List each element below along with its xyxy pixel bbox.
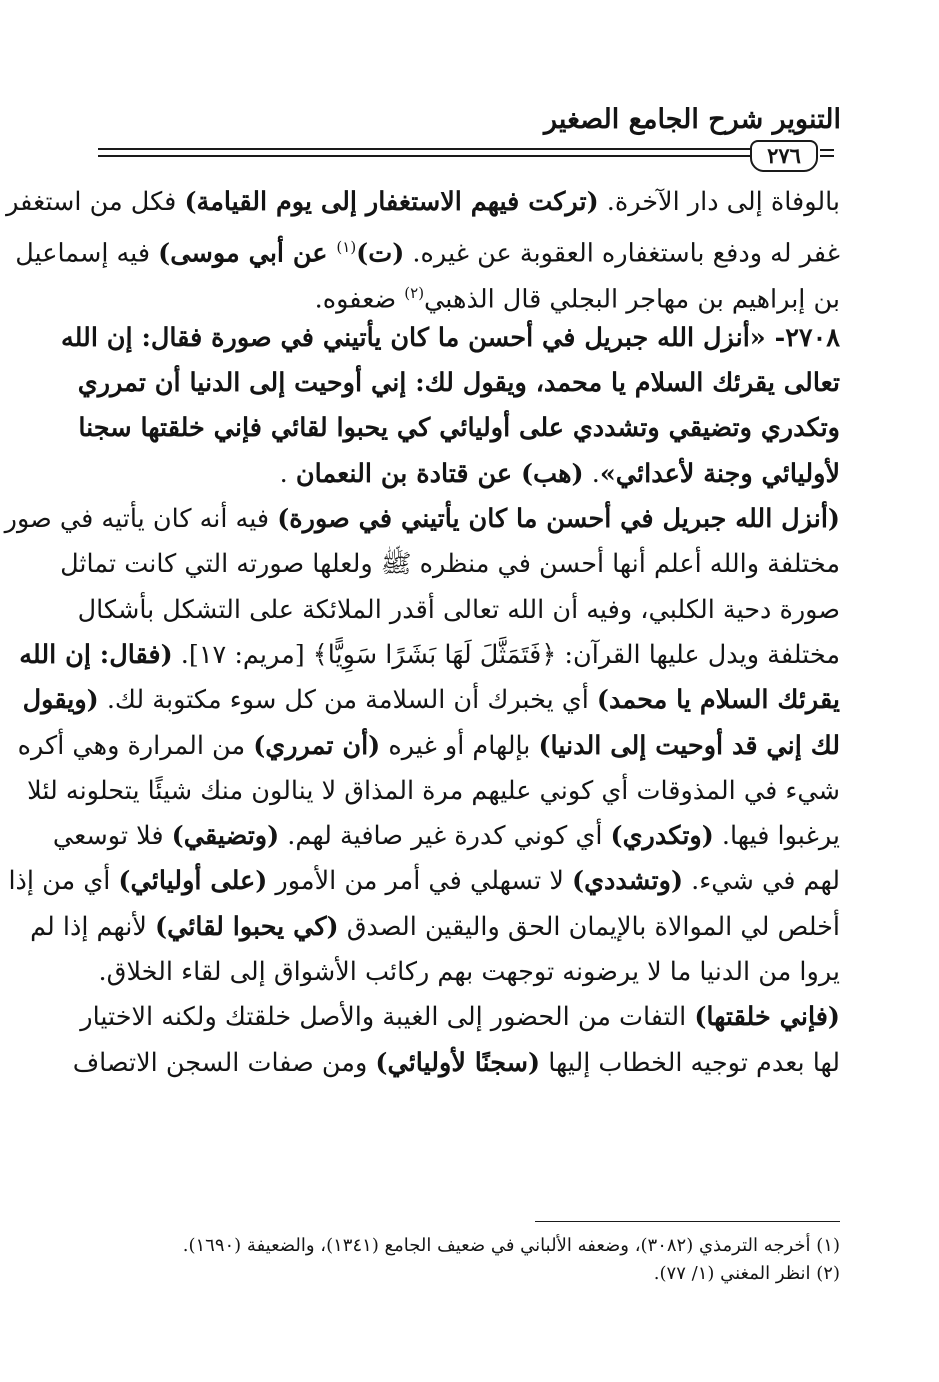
text-line <box>52 814 840 859</box>
text-segment: ٢٧٠٨- «أنزل الله جبريل في أحسن ما كان يأتيني في صورة فقال: إن الله <box>60 322 840 353</box>
text-segment: بالوفاة إلى دار الآخرة. <box>598 187 840 217</box>
text-segment: وتكدري وتضيقي وتشددي على أوليائي كي يحبوا لقائي فإني خلقتها سجنا <box>78 413 840 444</box>
text-segment: تعالى يقرئك السلام يا محمد، ويقول لك: إني أوحيت إلى الدنيا أن تمرري <box>77 368 840 399</box>
text-segment: مختلفة ويدل عليها القرآن: ﴿فَتَمَثَّلَ لَهَا بَشَرًا سَوِيًّا﴾ [مريم: ١٧]. <box>172 639 840 670</box>
text-line <box>4 497 840 542</box>
text-line <box>8 859 840 904</box>
footnote-separator <box>535 1221 840 1222</box>
running-header-title: التنوير شرح الجامع الصغير <box>544 104 841 135</box>
text-segment: أي من إذا <box>8 866 119 897</box>
text-segment: أي يخبرك أن السلامة من كل سوء مكتوبة لك. <box>98 685 597 716</box>
text-segment: . <box>583 458 600 489</box>
text-segment: فيه أنه كان يأتيه في صور <box>4 504 278 535</box>
text-segment: يروا من الدنيا ما لا يرضونه توجهت بهم ركائب الأشواق إلى لقاء الخلاق. <box>98 957 840 988</box>
text-line <box>17 724 840 769</box>
text-segment: لأنهم إذا لم <box>30 911 156 942</box>
text-segment: ومن صفات السجن الاتصاف <box>72 1047 376 1078</box>
text-segment: لا تسهلي في أمر من الأمور <box>267 866 573 897</box>
text-segment: شيء في المذوقات أي كوني عليهم مرة المذاق لا ينالون منك شيئًا يتحلونه لئلا <box>27 775 840 806</box>
text-segment: يقرئك السلام يا محمد) <box>596 685 840 716</box>
text-segment: بإلهام أو غيره <box>380 730 539 761</box>
header-ornament <box>820 145 840 159</box>
text-line <box>22 678 840 723</box>
text-line <box>78 406 840 451</box>
text-line <box>60 542 840 587</box>
footnote-2: (٢) انظر المغني (١/ ٧٧). <box>653 1263 840 1284</box>
footnote-1: (١) أخرجه الترمذي (٣٠٨٢)، وضعفه الألباني في ضعيف الجامع (١٣٤١)، والضعيفة (١٦٩٠). <box>182 1235 840 1256</box>
text-segment: (سجنًا لأوليائي) <box>375 1047 541 1078</box>
text-segment: (أنزل الله جبريل في أحسن ما كان يأتيني في صورة) <box>277 504 840 535</box>
text-segment: من المرارة وهي أكره <box>17 730 254 761</box>
text-segment: (ويقول <box>22 685 99 716</box>
text-segment: (وتكدري) <box>610 821 714 852</box>
text-segment: غفر له ودفع باستغفاره العقوبة عن غيره. <box>404 238 840 269</box>
text-line <box>96 271 840 316</box>
footnotes <box>96 1232 840 1288</box>
text-segment: فلا توسعي <box>52 821 172 852</box>
footnote-ref: (١) <box>336 238 357 257</box>
text-segment: عن أبي موسى) <box>158 238 337 269</box>
text-line <box>60 316 840 361</box>
text-segment: . <box>279 458 296 489</box>
text-line <box>19 633 840 678</box>
text-segment: (تركت فيهم الاستغفار إلى يوم القيامة) <box>184 187 599 217</box>
text-segment: أخلص لي الموالاة بالإيمان الحق واليقين الصدق <box>338 911 840 942</box>
text-line <box>15 225 840 270</box>
text-segment: (هب) عن قتادة بن النعمان <box>295 458 584 489</box>
text-segment: (وتشددي) <box>572 866 684 897</box>
text-segment: (كي يحبوا لقائي) <box>155 911 339 942</box>
text-segment: لها بعدم توجيه الخطاب إليها <box>540 1047 840 1078</box>
text-line <box>30 905 840 950</box>
page-number-box: ٢٧٦ <box>750 140 818 172</box>
text-segment: التفات من الحضور إلى الغيبة والأصل خلقتك ولكنه الاختيار <box>80 1002 695 1033</box>
text-line <box>96 452 840 497</box>
text-segment: لهم في شيء. <box>683 866 840 897</box>
text-line <box>72 1041 840 1086</box>
text-line <box>80 995 840 1040</box>
text-segment: (ت) <box>356 238 405 269</box>
text-line <box>27 769 840 814</box>
text-segment: (وتضيقي) <box>171 821 280 852</box>
main-text <box>4 180 840 1086</box>
text-line <box>77 588 840 633</box>
footnote-ref: (٢) <box>404 283 425 302</box>
header-double-rule <box>98 148 750 157</box>
text-segment: لأوليائي وجنة لأعدائي» <box>599 458 840 489</box>
text-line <box>96 950 840 995</box>
text-segment: فيه إسماعيل <box>15 238 159 269</box>
text-segment: (فقال: إن الله <box>19 639 173 670</box>
text-line <box>6 180 840 225</box>
text-line <box>77 361 840 406</box>
text-segment: (أن تمرري) <box>253 730 381 761</box>
text-segment: (على أوليائي) <box>118 866 268 897</box>
text-segment: ضعفوه. <box>314 284 405 315</box>
text-segment: (فإني خلقتها) <box>694 1002 840 1033</box>
text-segment: يرغبوا فيها. <box>713 821 840 852</box>
text-segment: صورة دحية الكلبي، وفيه أن الله تعالى أقدر الملائكة على التشكل بأشكال <box>77 594 840 625</box>
text-segment: فكل من استغفر <box>6 187 185 217</box>
text-segment: أي كوني كدرة غير صافية لهم. <box>279 821 611 852</box>
text-segment: بن إبراهيم بن مهاجر البجلي قال الذهبي <box>424 284 840 315</box>
text-segment: مختلفة والله أعلم أنها أحسن في منظره ﷺ ولعلها صورته التي كانت تماثل <box>60 549 840 580</box>
text-segment: لك إني قد أوحيت إلى الدنيا) <box>538 730 840 761</box>
